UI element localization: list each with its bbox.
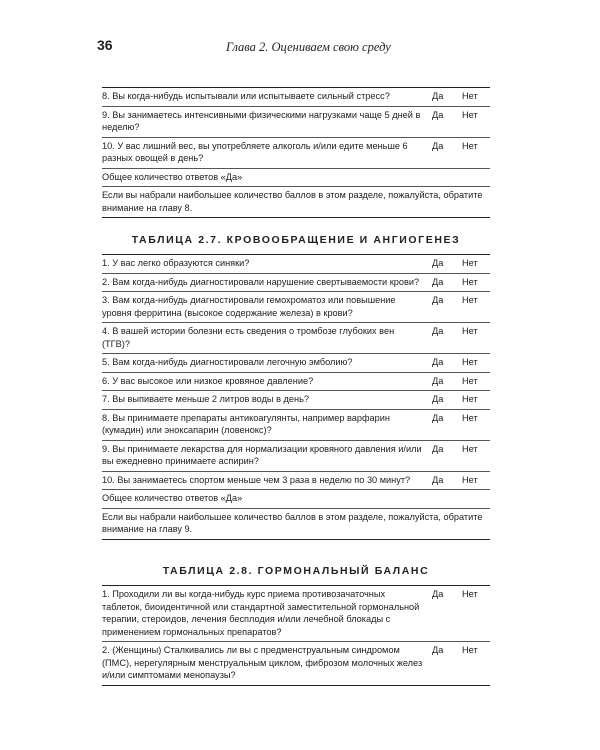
answer-no: Нет <box>462 375 478 386</box>
note-row <box>102 187 490 218</box>
answer-yes: Да <box>432 140 444 151</box>
answer-yes: Да <box>432 645 444 655</box>
answer-no: Нет <box>462 357 478 367</box>
questionnaire-table <box>102 87 490 218</box>
question-text: 5. Вам когда-нибудь диагностировали легочную эмболию? <box>102 357 353 367</box>
answer-no: Нет <box>462 412 478 423</box>
note-row <box>102 508 490 539</box>
question-text: 9. Вы принимаете лекарства для нормализации кровяного давления и/или вы ежедневно принимаете аспирин? <box>102 443 422 466</box>
table-row <box>102 106 490 137</box>
answer-no: Нет <box>462 474 478 485</box>
table-row <box>102 440 490 471</box>
answer-yes: Да <box>432 443 444 454</box>
answer-no: Нет <box>462 394 478 404</box>
note-text: Если вы набрали наибольшее количество баллов в этом разделе, пожалуйста, обратите внимание на главу 9. <box>102 511 483 534</box>
chapter-title: Глава 2. Оцениваем свою среду <box>226 40 391 54</box>
total-label: Общее количество ответов «Да» <box>102 493 243 503</box>
table-row <box>102 137 490 168</box>
note-text: Если вы набрали наибольшее количество баллов в этом разделе, пожалуйста, обратите внимание на главу 8. <box>102 190 483 213</box>
answer-no: Нет <box>462 295 478 305</box>
table-title: ТАБЛИЦА 2.8. ГОРМОНАЛЬНЫЙ БАЛАНС <box>162 565 430 577</box>
table-row <box>102 586 490 642</box>
question-text: 1. Проходили ли вы когда-нибудь курс приема противозачаточных таблеток, биоидентичной или стандартной заместительной гормональной терапии, стероидов, лечения бесплодия и/или лечебной блокады с применением гормональных препаратов? <box>102 589 420 637</box>
table-row <box>102 292 490 323</box>
table-2-7 <box>102 254 490 540</box>
question-text: 8. Вы принимаете препараты антикоагулянты, например варфарин (кумадин) или эноксапарин (ловенокс)? <box>102 412 390 435</box>
question-text: 2. Вам когда-нибудь диагностировали нарушение свертываемости крови? <box>102 276 420 287</box>
answer-no: Нет <box>462 645 478 655</box>
question-text: 1. У вас легко образуются синяки? <box>102 258 250 268</box>
question-text: 3. Вам когда-нибудь диагностировали гемохроматоз или повышение уровня ферритина (высокое содержание железа) в крови? <box>102 295 396 318</box>
question-text: 4. В вашей истории болезни есть сведения о тромбозе глубоких вен (ТГВ)? <box>102 326 395 349</box>
questionnaire-table <box>102 254 490 540</box>
answer-yes: Да <box>432 375 444 386</box>
table-2-8 <box>102 585 490 686</box>
table-row <box>102 471 490 490</box>
total-row <box>102 490 490 509</box>
total-row <box>102 168 490 187</box>
page-header <box>0 0 600 75</box>
table-row <box>102 323 490 354</box>
answer-no: Нет <box>462 326 478 336</box>
answer-no: Нет <box>462 109 478 120</box>
table-row <box>102 255 490 274</box>
answer-yes: Да <box>432 394 444 404</box>
answer-yes: Да <box>432 357 444 367</box>
answer-no: Нет <box>462 91 478 101</box>
answer-no: Нет <box>462 589 478 599</box>
answer-no: Нет <box>462 258 478 268</box>
question-text: 10. У вас лишний вес, вы употребляете алкоголь и/или едите меньше 6 разных овощей в день? <box>102 140 408 163</box>
table-title: ТАБЛИЦА 2.7. КРОВООБРАЩЕНИЕ И АНГИОГЕНЕЗ <box>131 234 461 246</box>
answer-yes: Да <box>432 589 444 599</box>
answer-yes: Да <box>432 91 444 101</box>
table-row <box>102 642 490 686</box>
question-text: 10. Вы занимаетесь спортом меньше чем 3 раза в неделю по 30 минут? <box>102 474 411 485</box>
table-row <box>102 354 490 373</box>
question-text: 7. Вы выпиваете меньше 2 литров воды в день? <box>102 394 309 404</box>
question-text: 6. У вас высокое или низкое кровяное давление? <box>102 375 314 386</box>
question-text: 2. (Женщины) Сталкивались ли вы с предменструальным синдромом (ПМС), нерегулярным менструальным циклом, фиброзом молочных желез и/или симптомами менопаузы? <box>102 645 423 680</box>
table-row <box>102 88 490 107</box>
question-text: 8. Вы когда-нибудь испытывали или испытываете сильный стресс? <box>102 91 390 101</box>
questionnaire-table <box>102 585 490 686</box>
answer-yes: Да <box>432 276 444 287</box>
answer-yes: Да <box>432 474 444 485</box>
answer-yes: Да <box>432 326 444 336</box>
answer-no: Нет <box>462 140 478 151</box>
answer-yes: Да <box>432 412 444 423</box>
answer-yes: Да <box>432 258 444 268</box>
table-row <box>102 409 490 440</box>
answer-yes: Да <box>432 109 444 120</box>
table-row <box>102 391 490 410</box>
total-label: Общее количество ответов «Да» <box>102 171 243 182</box>
table-row <box>102 372 490 391</box>
table-continuation <box>102 87 490 218</box>
question-text: 9. Вы занимаетесь интенсивными физическими нагрузками чаще 5 дней в неделю? <box>102 109 421 132</box>
answer-no: Нет <box>462 276 478 287</box>
answer-yes: Да <box>432 295 444 305</box>
answer-no: Нет <box>462 443 478 454</box>
page-number: 36 <box>97 37 113 53</box>
table-row <box>102 273 490 292</box>
